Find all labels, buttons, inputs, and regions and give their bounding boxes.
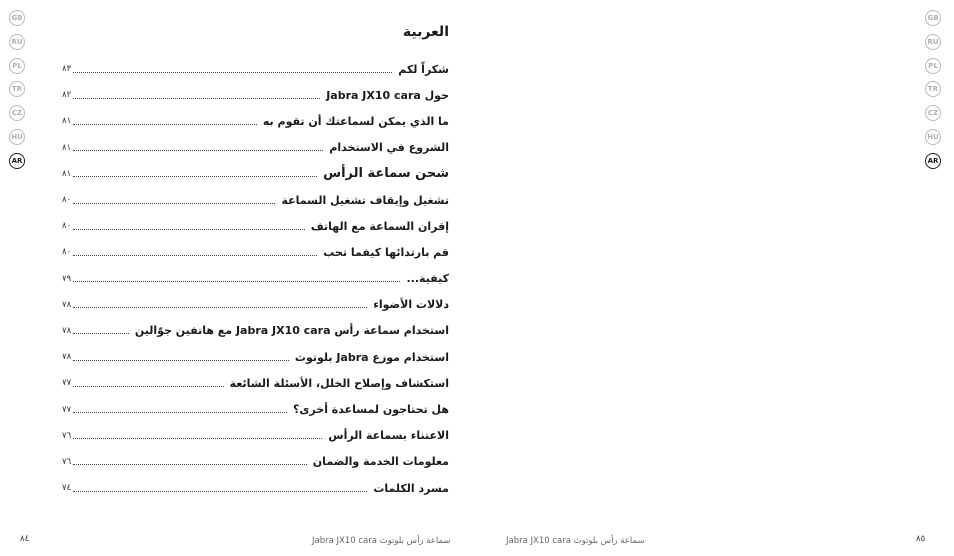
right-footer-label: سماعة رأس بلوتوث Jabra JX10 cara xyxy=(506,536,645,546)
toc-entry[interactable] xyxy=(62,344,449,370)
page-title: العربية xyxy=(402,24,449,40)
language-tab-pl-right[interactable]: PL xyxy=(925,58,941,74)
toc-entry[interactable] xyxy=(62,56,449,82)
dot-leader xyxy=(73,124,257,125)
dot-leader xyxy=(73,72,392,73)
toc-entry-page: ٨١ xyxy=(62,142,72,153)
dot-leader xyxy=(73,386,223,387)
toc-entry[interactable] xyxy=(62,213,449,239)
language-tab-pl-left[interactable]: PL xyxy=(9,58,25,74)
toc-entry[interactable] xyxy=(62,396,449,422)
toc-entry[interactable] xyxy=(62,239,449,265)
toc-entry-title: استخدام موزع Jabra بلوتوث xyxy=(294,350,449,364)
toc-entry-page: ٨٠ xyxy=(62,247,72,258)
toc-entry-page: ٧٧ xyxy=(62,404,72,415)
toc-entry-page: ٨١ xyxy=(62,116,72,127)
toc-entry[interactable] xyxy=(62,449,449,475)
toc-entry-page: ٧٨ xyxy=(62,325,72,336)
right-page-number: ٨٥ xyxy=(916,534,926,544)
language-tab-gb-left[interactable]: GB xyxy=(9,10,25,26)
language-tab-tr-left[interactable]: TR xyxy=(9,81,25,97)
toc-entry[interactable] xyxy=(62,82,449,108)
dot-leader xyxy=(73,438,322,439)
toc-entry-page: ٧٩ xyxy=(62,273,72,284)
toc-entry-title: حول Jabra JX10 cara xyxy=(326,88,449,102)
toc-entry[interactable] xyxy=(62,135,449,161)
language-tab-hu-left[interactable]: HU xyxy=(9,129,25,145)
toc-entry-title: ما الذي يمكن لسماعتك أن تقوم به xyxy=(262,114,449,128)
dot-leader xyxy=(73,281,400,282)
dot-leader xyxy=(73,203,275,204)
toc-entry-page: ٨٢ xyxy=(62,90,72,101)
toc-entry[interactable] xyxy=(62,423,449,449)
toc-entry-title: الشروع في الاستخدام xyxy=(329,141,449,155)
toc-entry-title: معلومات الخدمة والضمان xyxy=(312,455,449,469)
dot-leader xyxy=(73,360,289,361)
toc-entry-page: ٧٧ xyxy=(62,378,72,389)
toc-entry-title: شحن سماعة الرأس xyxy=(323,166,449,182)
language-tab-gb-right[interactable]: GB xyxy=(925,10,941,26)
toc-entry-title: دلالات الأضواء xyxy=(373,298,449,312)
toc-entry[interactable] xyxy=(62,318,449,344)
dot-leader xyxy=(73,98,320,99)
left-page-number: ٨٤ xyxy=(20,534,30,544)
language-tab-ar-left[interactable]: AR xyxy=(9,153,25,169)
language-tab-ar-right[interactable]: AR xyxy=(925,153,941,169)
toc-entry[interactable] xyxy=(62,292,449,318)
toc-entry-page: ٧٦ xyxy=(62,456,72,467)
table-of-contents xyxy=(62,56,449,501)
toc-entry-page: ٧٦ xyxy=(62,430,72,441)
toc-entry-title: استكشاف وإصلاح الخلل، الأسئلة الشائعة xyxy=(229,376,449,390)
left-footer-label: سماعة رأس بلوتوث Jabra JX10 cara xyxy=(312,536,451,546)
language-tab-ru-left[interactable]: RU xyxy=(9,34,25,50)
toc-entry[interactable] xyxy=(62,475,449,501)
dot-leader xyxy=(73,333,129,334)
toc-entry-page: ٧٨ xyxy=(62,352,72,363)
toc-entry-title: تشغيل وإيقاف تشغيل السماعة xyxy=(281,193,449,207)
toc-entry[interactable] xyxy=(62,187,449,213)
language-tab-cz-right[interactable]: CZ xyxy=(925,105,941,121)
dot-leader xyxy=(73,412,287,413)
dot-leader xyxy=(73,255,317,256)
toc-entry-title: كيفية... xyxy=(406,272,449,286)
dot-leader xyxy=(73,176,317,177)
toc-entry-title: قم بارتدائها كيفما تحب xyxy=(323,245,449,259)
toc-entry-page: ٨١ xyxy=(62,168,72,179)
toc-entry-title: مسرد الكلمات xyxy=(373,481,449,495)
toc-entry[interactable] xyxy=(62,370,449,396)
toc-entry[interactable] xyxy=(62,108,449,134)
toc-entry-page: ٧٨ xyxy=(62,299,72,310)
toc-entry-title: إقران السماعة مع الهاتف xyxy=(310,219,449,233)
toc-entry-page: ٨٠ xyxy=(62,195,72,206)
toc-entry-page: ٧٤ xyxy=(62,483,72,494)
dot-leader xyxy=(73,491,367,492)
dot-leader xyxy=(73,150,323,151)
language-tabs-left xyxy=(9,10,29,177)
toc-entry-title: شكراً لكم xyxy=(398,62,449,76)
language-tab-cz-left[interactable]: CZ xyxy=(9,105,25,121)
toc-entry-title: الاعتناء بسماعة الرأس xyxy=(328,429,449,443)
toc-entry[interactable] xyxy=(62,266,449,292)
toc-entry-title: هل تحتاجون لمساعدة أخرى؟ xyxy=(292,403,449,417)
toc-entry-title: استخدام سماعة رأس Jabra JX10 cara مع هاتفين جوّالين xyxy=(134,324,449,338)
toc-entry[interactable] xyxy=(62,161,449,187)
language-tab-ru-right[interactable]: RU xyxy=(925,34,941,50)
language-tabs-right xyxy=(925,10,945,177)
dot-leader xyxy=(73,229,305,230)
dot-leader xyxy=(73,307,367,308)
dot-leader xyxy=(73,464,307,465)
language-tab-tr-right[interactable]: TR xyxy=(925,81,941,97)
toc-entry-page: ٨٣ xyxy=(62,64,72,75)
language-tab-hu-right[interactable]: HU xyxy=(925,129,941,145)
toc-entry-page: ٨٠ xyxy=(62,221,72,232)
